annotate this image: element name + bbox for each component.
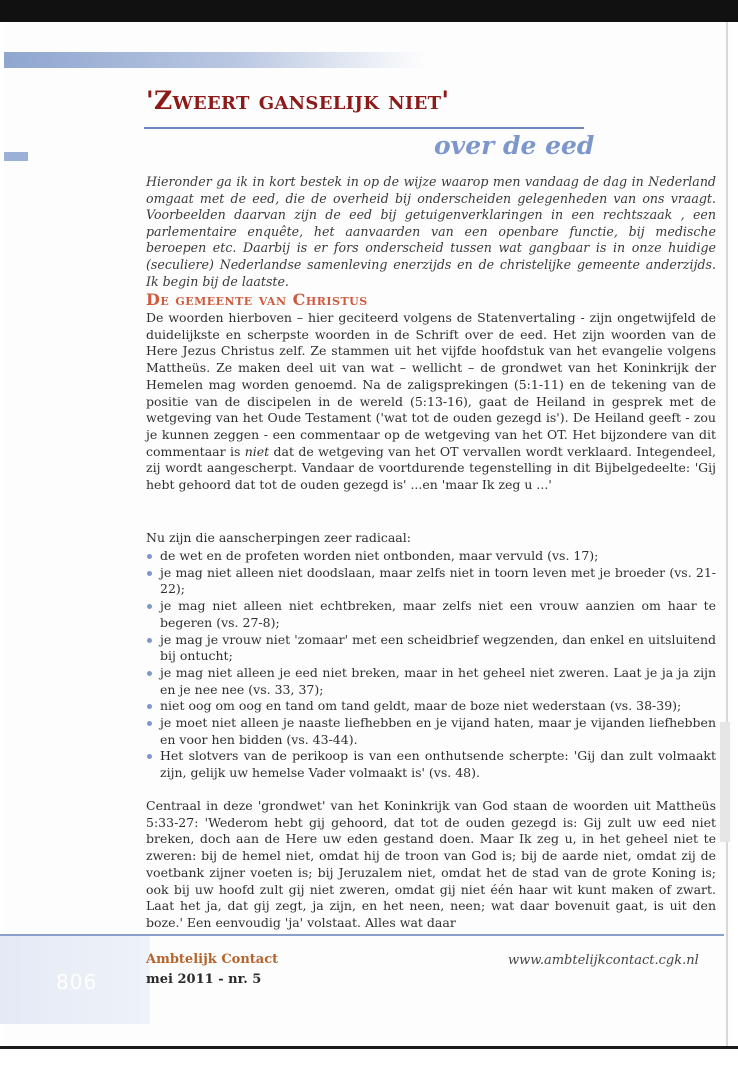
list-item-text: niet oog om oog en tand om tand geldt, maar de boze niet wederstaan (vs. 38-39); [160, 698, 682, 714]
title-underline [144, 127, 584, 129]
list-item [146, 548, 716, 565]
bullet-icon [147, 754, 152, 759]
list-item [146, 715, 716, 748]
bullet-icon [147, 571, 152, 576]
list-item-text: Het slotvers van de perikoop is van een onthutsende scherpte: 'Gij dan zult volmaakt zijn, gelijk uw hemelse Vader volmaakt is' (vs. 48). [160, 748, 716, 781]
body-paragraph-3: Centraal in deze 'grondwet' van het Koninkrijk van God staan de woorden uit Mattheüs 5:33-27: 'Wederom hebt gij gehoord, dat tot de ouden gezegd is: Gij zult uw eed niet breken, doch aan de Here uw eden gestand doen. Maar Ik zeg u, in het geheel niet te zweren: bij de hemel niet, omdat hij de troon van God is; bij de aarde niet, omdat zij de voetbank zijner voeten is; bij Jeruzalem niet, omdat het de stad van de grote Koning is; ook bij uw hoofd zult gij niet zweren, omdat gij niet één haar wit kunt maken of zwart. Laat het ja, dat gij zegt, ja zijn, en het neen, neen; wat daar bovenuit gaat, is uit den boze.' Een eenvoudig 'ja' volstaat. Alles wat daar [146, 798, 716, 930]
decorative-top-band [4, 52, 424, 68]
body-paragraph-2: Nu zijn die aanscherpingen zeer radicaal: [146, 530, 411, 545]
list-item [146, 565, 716, 598]
bullet-list [146, 548, 716, 782]
list-item-text: de wet en de profeten worden niet ontbonden, maar vervuld (vs. 17); [160, 548, 599, 563]
journal-name: Ambtelijk Contact [146, 952, 279, 967]
list-item-text: je mag niet alleen je eed niet breken, maar in het geheel niet zweren. Laat je ja ja zijn en je nee nee (vs. 33, 37); [160, 664, 716, 697]
scan-bottom-border [0, 1046, 738, 1071]
list-item [146, 598, 716, 631]
bullet-icon [147, 638, 152, 643]
list-item [146, 748, 716, 781]
section-heading: De gemeente van Christus [146, 290, 368, 309]
p1-text-end: dat de wetgeving van het OT vervallen wordt verklaard. Integendeel, zij wordt aangescherpt. Vandaar de voortdurende tegenstelling in dit Bijbelgedeelte: 'Gij hebt gehoord dat tot de ouden gezegd is' ...en 'maar Ik zeg u ...' [146, 443, 716, 493]
bullet-icon [147, 604, 152, 609]
list-item [146, 632, 716, 665]
article-title: 'Zweert ganselijk niet' [146, 86, 450, 115]
page-edge-mark [720, 722, 730, 842]
article-subtitle: over de eed [434, 131, 595, 160]
list-item-text: je moet niet alleen je naaste liefhebben en je vijand haten, maar je vijanden liefhebben en voor hen bidden (vs. 43-44). [160, 715, 716, 747]
page-number: 806 [56, 970, 98, 994]
bullet-icon [147, 721, 152, 726]
issue-label: mei 2011 - nr. 5 [146, 972, 262, 987]
bullet-icon [147, 671, 152, 676]
page-edge-line [726, 22, 728, 1046]
body-paragraph-1 [146, 310, 716, 494]
scan-top-border [0, 0, 738, 22]
website-link[interactable]: www.ambtelijkcontact.cgk.nl [508, 953, 699, 968]
list-item-text: je mag niet alleen niet echtbreken, maar zelfs niet een vrouw aanzien om haar te begeren (vs. 27-8); [160, 598, 716, 630]
decorative-left-tab [4, 152, 28, 161]
list-item [146, 665, 716, 698]
list-item-text: je mag je vrouw niet 'zomaar' met een scheidbrief wegzenden, dan enkel en uitsluitend bij ontucht; [160, 631, 716, 664]
list-item [146, 698, 716, 715]
intro-paragraph: Hieronder ga ik in kort bestek in op de wijze waarop men vandaag de dag in Nederland omgaat met de eed, die de overheid bij onderscheiden gelegenheden van ons vraagt. Voorbeelden daarvan zijn de eed bij getuigenverklaringen in een rechtszaak , een parlementaire enquête, het aanvaarden van een openbare functie, bij medische beroepen etc. Daarbij is er fors onderscheid tussen wat gangbaar is in onze huidige (seculiere) Nederlandse samenleving enerzijds en de christelijke gemeente anderzijds. Ik begin bij de laatste. [146, 174, 716, 289]
bullet-icon [147, 554, 152, 559]
list-item-text: je mag niet alleen niet doodslaan, maar zelfs niet in toorn leven met je broeder (vs. 21-22); [160, 564, 716, 597]
p1-emphasis: niet [244, 443, 270, 459]
bullet-icon [147, 704, 152, 709]
p1-text-start: De woorden hierboven – hier geciteerd volgens de Statenvertaling - zijn ongetwijfeld de duidelijkste en scherpste woorden in de Schrift over de eed. Het zijn woorden van de Here Jezus Christus zelf. Ze stammen uit het vijfde hoofdstuk van het evangelie volgens Mattheüs. Ze maken deel uit van wat – wellicht – de grondwet van het Koninkrijk der Hemelen mag worden genoemd. Na de zaligsprekingen (5:1-11) en de tekening van de positie van de discipelen in de wereld (5:13-16), gaat de Heiland in gesprek met de wetgeving van het Oude Testament ('wat tot de ouden gezegd is'). De Heiland geeft - zou je kunnen zeggen - een commentaar op de wetgeving van het OT. Het bijzondere van dit commentaar is [146, 310, 716, 459]
